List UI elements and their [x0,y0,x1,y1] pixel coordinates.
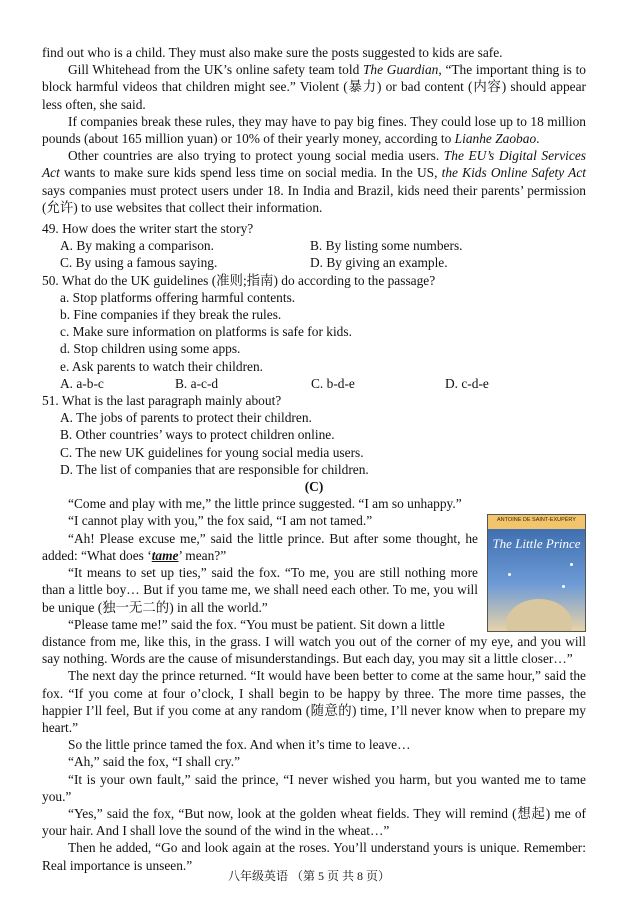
text-run: “Ah! Please excuse me,” said the little prince. But after some thought, he added: “What does ‘ [42,530,478,563]
text-run: , “The important thing is to block harmful videos that children might see.” Violent (暴力) or bad content (内容) should appear less often, she said. [42,62,587,112]
option-c: C. b-d-e [311,375,355,391]
star-icon [508,573,511,576]
option-c: C. By using a famous saying. [60,255,218,271]
page-content [42,44,586,874]
story-paragraph: “Ah,” said the fox, “I shall cry.” [68,754,241,770]
story-paragraph-continued: distance from me, like this, in the grass. I will watch you out of the corner of my eye, and you will say nothing. Words are the cause of misunderstandings. But each day, you may sit a little closer…” [42,633,586,667]
statement-a: a. Stop platforms offering harmful contents. [60,289,296,305]
story-paragraph: “It means to set up ties,” said the fox. “To me, you are still nothing more than a little boy… But if you tame me, we shall need each other. To me, you will be unique (独一无二的) in all the world.” [42,565,478,615]
star-icon [570,563,573,566]
text-run: ’ mean?” [178,547,227,563]
section-c-label: (C) [304,479,324,495]
passage-paragraph [42,113,586,147]
text-run: . [536,131,540,147]
text-run: If companies break these rules, they may have to pay big fines. They could lose up to 18 million pounds (about 165 million yuan) or 10% of their yearly money, according to [42,113,586,147]
option-a: A. By making a comparison. [60,238,214,254]
passage-paragraph: find out who is a child. They must also make sure the posts suggested to kids are safe. [42,45,503,60]
law-name: the Kids Online Safety Act [441,165,587,181]
option-b: B. By listing some numbers. [310,238,463,254]
statement-d: d. Stop children using some apps. [60,341,241,357]
newspaper-name: Lianhe Zaobao [454,131,537,147]
option-a: A. The jobs of parents to protect their children. [60,410,312,426]
statement-c: c. Make sure information on platforms is safe for kids. [60,324,352,340]
statement-e: e. Ask parents to watch their children. [60,358,264,374]
question-49-options-row [42,237,586,254]
text-run: Gill Whitehead from the UK’s online safety team told [68,62,363,78]
option-d: D. By giving an example. [310,255,448,271]
question-50-options-row [42,375,586,392]
option-c: C. The new UK guidelines for young social media users. [60,444,364,460]
story-paragraph: Then he added, “Go and look again at the roses. You’ll understand yours is unique. Remember: Real importance is unseen.” [42,840,586,873]
planet-illustration [506,599,572,632]
option-b: B. Other countries’ ways to protect children online. [60,427,335,443]
option-d: D. The list of companies that are responsible for children. [60,461,369,477]
story-paragraph: So the little prince tamed the fox. And when it’s time to leave… [68,737,411,753]
question-49-options-row [42,254,586,271]
story-paragraph: “Yes,” said the fox, “But now, look at the golden wheat fields. They will remind (想起) me of your hair. And I shall love the sound of the wind in the wheat…” [42,805,586,839]
keyword-tame: tame [151,547,179,563]
story-paragraph: “It is your own fault,” said the prince, “I never wished you harm, but you wanted me to tame you.” [42,771,586,804]
option-a: A. a-b-c [60,375,104,391]
option-b: B. a-c-d [175,375,219,391]
story-paragraph: “Please tame me!” said the fox. “You must be patient. Sit down a little [68,616,445,632]
law-name: The EU’s Digital Services Act [42,148,586,181]
text-run: wants to make sure kids spend less time on social media. In the US, [59,165,442,181]
passage-paragraph [42,147,586,216]
story-paragraph: The next day the prince returned. “It would have been better to come at the same hour,” said the fox. “If you come at four o’clock, I shall begin to be happy by three. The more time passes, the happier I’ll feel, But if you come at any random (随意的) time, I’ll never know when to prepare my heart.” [42,668,586,735]
text-run: says companies must protect users under 18. In India and Brazil, kids need their parents’ permission (允许) to use websites that collect their information. [42,182,586,215]
book-cover-image [487,514,586,632]
story-paragraph: “I cannot play with you,” the fox said, “I am not tamed.” [68,513,373,529]
newspaper-name: The Guardian [362,62,439,78]
book-author: ANTOINE DE SAINT-EXUPÉRY [497,517,576,524]
story-paragraph [42,530,478,564]
statement-b: b. Fine companies if they break the rules. [60,307,282,323]
star-icon [562,585,565,588]
question-51-stem: 51. What is the last paragraph mainly about? [42,393,282,409]
text-run: Other countries are also trying to protect young social media users. [68,148,444,164]
question-49-stem: 49. How does the writer start the story? [42,221,254,237]
passage-paragraph [42,61,586,113]
story-c [42,495,586,873]
story-paragraph: “Come and play with me,” the little prince suggested. “I am so unhappy.” [68,496,462,512]
question-50-stem: 50. What do the UK guidelines (准则;指南) do according to the passage? [42,272,436,288]
book-title: The Little Prince [492,536,581,552]
page-footer: 八年级英语 （第 5 页 共 8 页） [227,869,390,883]
option-d: D. c-d-e [445,375,489,391]
